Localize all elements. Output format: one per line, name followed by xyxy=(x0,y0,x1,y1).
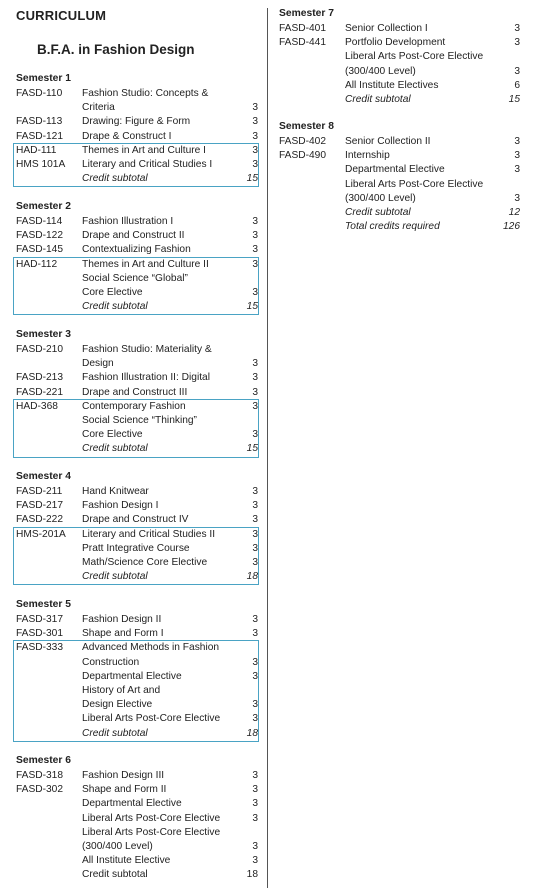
course-code: FASD-210 xyxy=(16,344,63,355)
credit-value: 3 xyxy=(252,429,258,441)
course-name: Drape and Construct IV xyxy=(82,514,189,526)
course-code: FASD-333 xyxy=(16,642,63,654)
credit-value: 3 xyxy=(252,628,258,640)
course-row xyxy=(16,101,256,115)
highlight-box xyxy=(13,399,259,458)
course-row xyxy=(16,868,256,882)
course-name: Shape and Form II xyxy=(82,784,167,796)
course-name: Social Science “Global” xyxy=(82,272,188,284)
course-name: Advanced Methods in Fashion xyxy=(82,642,220,654)
course-code: FASD-318 xyxy=(16,770,63,781)
credit-value: 3 xyxy=(252,514,258,526)
credit-subtotal-label: Credit subtotal xyxy=(82,571,148,583)
course-row xyxy=(16,215,256,229)
course-code: FASD-217 xyxy=(16,500,63,512)
course-code: FASD-490 xyxy=(279,150,326,162)
course-name: Themes in Art and Culture I xyxy=(82,144,207,156)
course-name: (300/400 Level) xyxy=(345,192,416,204)
course-code: HAD-368 xyxy=(16,400,58,412)
course-name: Fashion Illustration II: Digital xyxy=(82,372,210,384)
course-row xyxy=(16,797,256,811)
credit-value: 3 xyxy=(252,770,258,781)
course-row xyxy=(16,87,256,101)
course-name: Pratt Integrative Course xyxy=(82,542,190,554)
credit-value: 3 xyxy=(514,23,520,34)
course-row xyxy=(16,769,256,783)
semester-title: Semester 8 xyxy=(279,121,334,132)
credit-subtotal-label: Credit subtotal xyxy=(82,727,148,739)
credit-value: 18 xyxy=(246,869,258,881)
course-code: FASD-302 xyxy=(16,784,63,796)
course-row xyxy=(16,840,256,854)
course-row xyxy=(16,613,256,627)
course-name: Fashion Design I xyxy=(82,500,159,512)
course-code: FASD-145 xyxy=(16,244,63,256)
course-code: FASD-213 xyxy=(16,372,63,384)
course-name: Senior Collection I xyxy=(345,23,428,34)
course-code: FASD-317 xyxy=(16,614,63,625)
course-name: Literary and Critical Studies I xyxy=(82,159,213,170)
course-name: All Institute Electives xyxy=(345,79,439,91)
course-code: FASD-441 xyxy=(279,37,326,49)
course-name: Fashion Studio: Concepts & xyxy=(82,88,209,99)
course-row xyxy=(279,206,519,220)
course-name: Criteria xyxy=(82,102,115,114)
course-row xyxy=(16,783,256,797)
credit-value: 3 xyxy=(252,614,258,625)
course-name: Fashion Design III xyxy=(82,770,165,781)
course-name: Liberal Arts Post-Core Elective xyxy=(82,812,221,824)
course-code: FASD-402 xyxy=(279,136,326,147)
course-name: Fashion Design II xyxy=(82,614,162,625)
credit-value: 3 xyxy=(252,386,258,398)
course-name: Math/Science Core Elective xyxy=(82,557,208,568)
course-code: HAD-111 xyxy=(16,144,57,156)
course-code: FASD-222 xyxy=(16,514,63,526)
course-name: Drape & Construct I xyxy=(82,130,172,142)
course-name: Core Elective xyxy=(82,429,143,441)
course-name: Social Science “Thinking” xyxy=(82,415,197,426)
course-name: (300/400 Level) xyxy=(345,65,416,77)
credit-value: 3 xyxy=(252,656,258,668)
course-code: FASD-113 xyxy=(16,116,63,128)
semester-title: Semester 7 xyxy=(279,8,334,19)
credit-subtotal-label: Credit subtotal xyxy=(345,94,411,105)
course-code: FASD-401 xyxy=(279,23,326,34)
semester-title: Semester 6 xyxy=(16,755,71,766)
course-code: HMS 101A xyxy=(16,159,66,170)
highlight-box xyxy=(13,257,259,316)
course-code: FASD-110 xyxy=(16,88,63,99)
course-name: Liberal Arts Post-Core Elective xyxy=(345,51,484,63)
credit-value: 3 xyxy=(252,372,258,384)
course-name: Fashion Illustration I xyxy=(82,216,174,227)
credit-value: 3 xyxy=(252,500,258,512)
credit-value: 3 xyxy=(514,136,520,147)
course-name: Departmental Elective xyxy=(345,164,445,176)
credit-value: 3 xyxy=(252,798,258,810)
credit-value: 3 xyxy=(514,150,520,162)
credit-value: 3 xyxy=(252,557,258,568)
course-row xyxy=(16,812,256,826)
semester-title: Semester 5 xyxy=(16,599,71,610)
course-name: Senior Collection II xyxy=(345,136,431,147)
credit-value: 15 xyxy=(246,443,258,455)
course-row xyxy=(279,163,519,177)
credit-value: 3 xyxy=(514,65,520,77)
column-divider xyxy=(267,8,268,888)
course-row xyxy=(16,627,256,641)
course-name: Core Elective xyxy=(82,287,143,298)
credit-value: 3 xyxy=(252,116,258,128)
highlight-box xyxy=(13,640,259,741)
course-row xyxy=(16,826,256,840)
course-name: History of Art and xyxy=(82,685,161,696)
credit-value: 3 xyxy=(252,542,258,554)
course-row xyxy=(16,343,256,357)
course-row xyxy=(16,115,256,129)
credit-value: 3 xyxy=(252,528,258,540)
credit-value: 3 xyxy=(252,784,258,796)
course-row xyxy=(16,854,256,868)
course-name: Liberal Arts Post-Core Elective xyxy=(82,713,221,725)
credit-value: 3 xyxy=(252,713,258,725)
course-name: Themes in Art and Culture II xyxy=(82,258,209,270)
credit-value: 15 xyxy=(246,173,258,185)
course-row xyxy=(16,371,256,385)
course-row xyxy=(279,93,519,107)
course-name: (300/400 Level) xyxy=(82,841,153,852)
page-title: CURRICULUM xyxy=(16,8,107,23)
credit-value: 3 xyxy=(252,216,258,227)
course-row xyxy=(16,357,256,371)
credit-value: 18 xyxy=(246,727,258,739)
credit-value: 3 xyxy=(252,855,258,867)
credit-value: 3 xyxy=(514,192,520,204)
course-name: All Institute Elective xyxy=(82,855,171,867)
credit-value: 3 xyxy=(252,258,258,270)
course-row xyxy=(279,220,519,234)
credit-value: 18 xyxy=(246,571,258,583)
course-code: HMS-201A xyxy=(16,528,66,540)
course-name: Design Elective xyxy=(82,699,153,711)
course-code: FASD-114 xyxy=(16,216,63,227)
program-title: B.F.A. in Fashion Design xyxy=(37,42,195,57)
credit-value: 6 xyxy=(514,79,520,91)
credit-value: 3 xyxy=(252,670,258,682)
credit-value: 3 xyxy=(252,102,258,114)
credit-value: 3 xyxy=(252,144,258,156)
credit-value: 3 xyxy=(252,230,258,242)
credit-subtotal-label: Credit subtotal xyxy=(345,207,411,218)
credit-value: 3 xyxy=(252,812,258,824)
course-row xyxy=(279,79,519,93)
course-row xyxy=(279,65,519,79)
course-row xyxy=(16,130,256,144)
course-row xyxy=(279,192,519,206)
credit-value: 126 xyxy=(503,221,520,233)
course-name: Departmental Elective xyxy=(82,798,182,810)
course-row xyxy=(279,149,519,163)
course-row xyxy=(279,22,519,36)
credit-value: 3 xyxy=(514,37,520,49)
credit-subtotal-label: Credit subtotal xyxy=(82,869,148,881)
credit-subtotal-label: Credit subtotal xyxy=(82,173,148,185)
course-row xyxy=(279,36,519,50)
course-row xyxy=(16,513,256,527)
course-name: Portfolio Development xyxy=(345,37,446,49)
course-row xyxy=(279,178,519,192)
credit-subtotal-label: Credit subtotal xyxy=(82,443,148,455)
course-name: Contextualizing Fashion xyxy=(82,244,191,256)
course-name: Internship xyxy=(345,150,390,162)
credit-value: 3 xyxy=(514,164,520,176)
credit-subtotal-label: Credit subtotal xyxy=(82,301,148,313)
credit-subtotal-label: Total credits required xyxy=(345,221,440,233)
credit-value: 3 xyxy=(252,486,258,497)
highlight-box xyxy=(13,527,259,586)
credit-value: 15 xyxy=(246,301,258,313)
course-row xyxy=(16,386,256,400)
course-name: Liberal Arts Post-Core Elective xyxy=(82,826,221,838)
semester-title: Semester 4 xyxy=(16,471,71,482)
course-name: Shape and Form I xyxy=(82,628,164,640)
credit-value: 3 xyxy=(252,699,258,711)
credit-value: 3 xyxy=(252,159,258,170)
course-name: Liberal Arts Post-Core Elective xyxy=(345,178,484,190)
credit-value: 3 xyxy=(252,130,258,142)
course-name: Literary and Critical Studies II xyxy=(82,528,216,540)
credit-value: 3 xyxy=(252,244,258,256)
course-name: Drawing: Figure & Form xyxy=(82,116,191,128)
course-name: Hand Knitwear xyxy=(82,486,149,497)
semester-title: Semester 2 xyxy=(16,201,71,212)
course-name: Drape and Construct III xyxy=(82,386,188,398)
course-code: FASD-211 xyxy=(16,486,63,497)
semester-title: Semester 1 xyxy=(16,73,71,84)
course-name: Contemporary Fashion xyxy=(82,400,186,412)
course-row xyxy=(279,50,519,64)
course-row xyxy=(16,485,256,499)
course-name: Fashion Studio: Materiality & xyxy=(82,344,212,355)
course-name: Departmental Elective xyxy=(82,670,182,682)
course-code: FASD-121 xyxy=(16,130,63,142)
credit-value: 3 xyxy=(252,287,258,298)
course-code: FASD-122 xyxy=(16,230,63,242)
credit-value: 15 xyxy=(508,94,520,105)
course-row xyxy=(16,229,256,243)
course-row xyxy=(279,135,519,149)
course-code: FASD-221 xyxy=(16,386,63,398)
credit-value: 3 xyxy=(252,841,258,852)
course-code: FASD-301 xyxy=(16,628,63,640)
course-name: Design xyxy=(82,358,114,370)
credit-value: 3 xyxy=(252,358,258,370)
credit-value: 12 xyxy=(508,207,520,218)
highlight-box xyxy=(13,143,259,188)
course-row xyxy=(16,499,256,513)
course-code: HAD-112 xyxy=(16,258,58,270)
course-row xyxy=(16,243,256,257)
course-name: Drape and Construct II xyxy=(82,230,185,242)
credit-value: 3 xyxy=(252,400,258,412)
semester-title: Semester 3 xyxy=(16,329,71,340)
course-name: Construction xyxy=(82,656,140,668)
